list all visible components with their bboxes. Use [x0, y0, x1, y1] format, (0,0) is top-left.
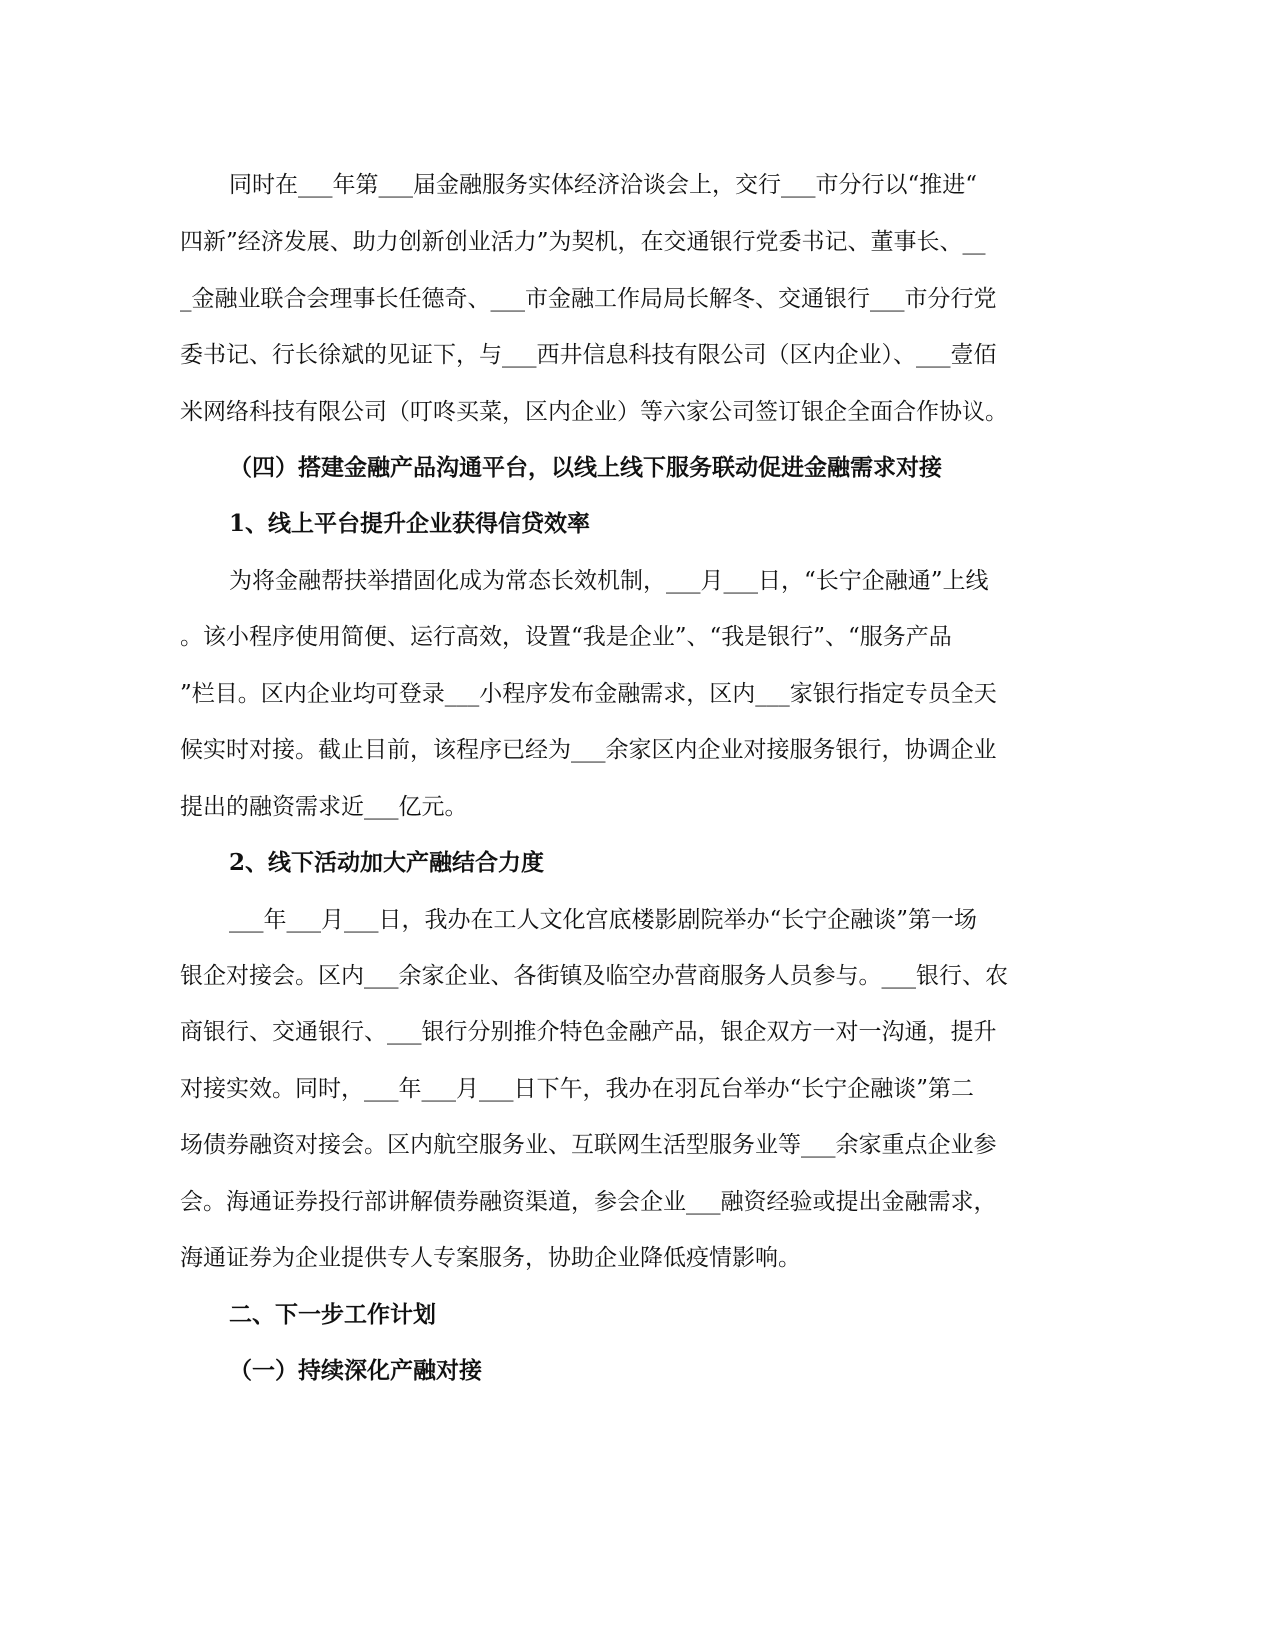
paragraph-line: 场债券融资对接会。区内航空服务业、互联网生活型服务业等___余家重点企业参	[180, 1132, 997, 1158]
paragraph-line: 四新”经济发展、助力创新创业活力”为契机，在交通银行党委书记、董事长、__	[180, 229, 986, 255]
paragraph-line: 米网络科技有限公司（叮咚买菜，区内企业）等六家公司签订银企全面合作协议。	[180, 399, 1008, 425]
paragraph-line: 海通证券为企业提供专人专案服务，协助企业降低疫情影响。	[180, 1245, 801, 1271]
paragraph-line: 商银行、交通银行、___银行分别推介特色金融产品，银企双方一对一沟通，提升	[180, 1019, 997, 1045]
paragraph-line: _金融业联合会理事长任德奇、___市金融工作局局长解冬、交通银行___市分行党	[180, 286, 997, 312]
paragraph-line: 为将金融帮扶举措固化成为常态长效机制，___月___日，“长宁企融通”上线	[229, 568, 989, 594]
paragraph-line: 委书记、行长徐斌的见证下，与___西井信息科技有限公司（区内企业）、___壹佰	[180, 342, 997, 368]
paragraph-line: 提出的融资需求近___亿元。	[180, 794, 468, 820]
subsection-heading: 2、线下活动加大产融结合力度	[229, 849, 545, 876]
subsection-heading: （一）持续深化产融对接	[229, 1357, 482, 1384]
paragraph-line: 银企对接会。区内___余家企业、各街镇及临空办营商服务人员参与。___银行、农	[180, 963, 1008, 989]
section-heading: （四）搭建金融产品沟通平台，以线上线下服务联动促进金融需求对接	[229, 454, 942, 481]
paragraph-line: 同时在___年第___届金融服务实体经济洽谈会上，交行___市分行以“推进“	[229, 172, 978, 198]
paragraph-line: 会。海通证券投行部讲解债券融资渠道，参会企业___融资经验或提出金融需求，	[180, 1189, 997, 1215]
paragraph-line: ___年___月___日，我办在工人文化宫底楼影剧院举办“长宁企融谈”第一场	[229, 907, 978, 933]
paragraph-line: 候实时对接。截止目前，该程序已经为___余家区内企业对接服务银行，协调企业	[180, 737, 997, 763]
paragraph-line: 对接实效。同时，___年___月___日下午，我办在羽瓦台举办“长宁企融谈”第二	[180, 1076, 975, 1102]
paragraph-line: 。该小程序使用简便、运行高效，设置“我是企业”、“我是银行”、“服务产品	[180, 624, 952, 650]
subsection-heading: 1、线上平台提升企业获得信贷效率	[229, 510, 591, 537]
paragraph-line: ”栏目。区内企业均可登录___小程序发布金融需求，区内___家银行指定专员全天	[180, 681, 997, 707]
section-heading: 二、下一步工作计划	[229, 1301, 436, 1328]
